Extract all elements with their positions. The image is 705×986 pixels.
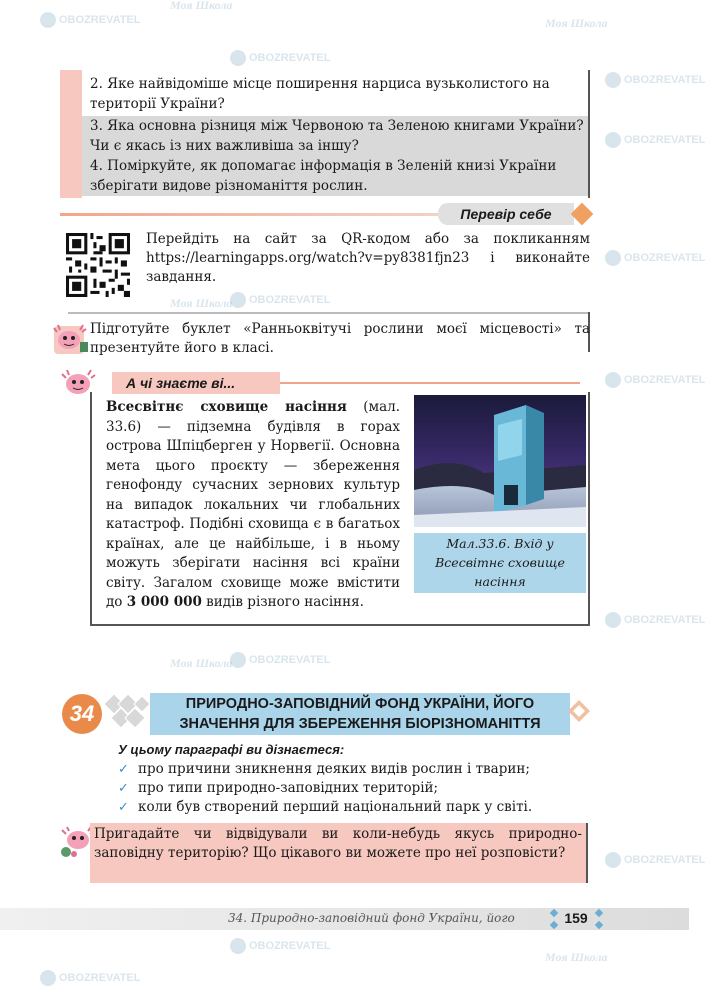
- section-number-badge: 34: [62, 694, 102, 734]
- section-title: ПРИРОДНО-ЗАПОВІДНИЙ ФОНД УКРАЇНИ, ЙОГО ЗНАЧЕННЯ ДЛЯ ЗБЕРЕЖЕННЯ БІОРІЗНОМАНІТТЯ: [150, 693, 570, 735]
- question-item: 4. Поміркуйте, як допомагає інформація в Зеленій книзі України зберігати видове різноманіття рослин.: [82, 156, 590, 196]
- divider: [68, 312, 588, 314]
- question-item: 3. Яка основна різниця між Червоною та Зеленою книгами України? Чи є якась із них важливіша за іншу?: [82, 116, 590, 156]
- did-you-know-header: А чі знаєте ві...: [112, 372, 280, 394]
- watermark: Моя Школа: [545, 16, 608, 30]
- watermark: OBOZREVATEL: [605, 250, 705, 266]
- watermark: OBOZREVATEL: [605, 132, 705, 148]
- list-item-text: про причини зникнення деяких видів рослин і тварин;: [138, 761, 530, 777]
- divider: [280, 382, 580, 384]
- axolotl-mascot-icon: [52, 322, 90, 356]
- list-item: [118, 779, 588, 798]
- diamond-ornament-icon: [571, 203, 594, 226]
- watermark: OBOZREVATEL: [605, 72, 705, 88]
- watermark: Моя Школа: [545, 950, 608, 964]
- body: (мал. 33.6) — підземна будівля в горах острова Шпіцберген у Норвегії. Основна мета цього проєкту — збереження генофонду сучасних зернових культур на випадок локальних чи глобальних катастроф. Подібні сховища є в багатьох країнах, але це найбільше, і в ньому можуть зберігати насіння всі країни світу. Загалом сховище може вмістити до: [106, 399, 400, 610]
- questions-border: [588, 70, 590, 198]
- booklet-task-text: Підготуйте буклет «Ранньоквітучі рослини моєї місцевості» та презентуйте його в класі.: [90, 321, 590, 356]
- running-title: 34. Природно-заповідний фонд України, його: [228, 911, 515, 925]
- check-yourself-label: Перевір себе: [438, 203, 574, 225]
- check-tick-icon: ✓: [118, 800, 129, 815]
- divider: [60, 213, 460, 216]
- quantity: 3 000 000: [126, 594, 202, 610]
- term: Всесвітнє сховище насіння: [106, 399, 347, 415]
- diamond-ornament-icon: [568, 700, 590, 722]
- qr-task-text: Перейдіть на сайт за QR-кодом або за покликанням https://learningapps.org/watch?v=py8381fjn23 і виконайте завдання.: [146, 231, 590, 285]
- watermark: OBOZREVATEL: [230, 292, 330, 308]
- list-item: [118, 798, 588, 817]
- questions-accent-bar: [60, 70, 82, 198]
- page-number: 159: [564, 910, 588, 926]
- list-item-text: про типи природно-заповідних територій;: [138, 780, 439, 796]
- seed-vault-photo: [414, 395, 586, 527]
- watermark: Моя Школа: [170, 0, 233, 12]
- watermark: OBOZREVATEL: [230, 652, 330, 668]
- body-end: видів різного насіння.: [201, 594, 364, 610]
- check-tick-icon: ✓: [118, 781, 129, 796]
- question-item: 2. Яке найвідоміше місце поширення нарциса вузьколистого на території України?: [90, 76, 550, 112]
- watermark: Моя Школа: [170, 656, 233, 670]
- list-item: [118, 760, 588, 779]
- watermark: OBOZREVATEL: [40, 12, 140, 28]
- did-you-know-text: [106, 398, 400, 613]
- watermark: OBOZREVATEL: [605, 612, 705, 628]
- watermark: OBOZREVATEL: [605, 852, 705, 868]
- watermark: OBOZREVATEL: [605, 372, 705, 388]
- check-yourself-bar: [60, 203, 590, 225]
- list-item-text: коли був створений перший національний парк у світі.: [138, 799, 533, 815]
- watermark: OBOZREVATEL: [230, 50, 330, 66]
- learn-list: [118, 760, 588, 817]
- watermark: Моя Школа: [170, 296, 233, 310]
- qr-code-icon[interactable]: [66, 233, 130, 297]
- figure-caption: Мал.33.6. Вхід у Всесвітнє сховище насіння: [414, 533, 586, 593]
- recall-text: Пригадайте чи відвідували ви коли-небудь якусь природно-заповідну територію? Що цікавого ви можете про неї розповісти?: [94, 826, 582, 861]
- check-tick-icon: ✓: [118, 762, 129, 777]
- watermark: OBOZREVATEL: [230, 938, 330, 954]
- watermark: OBOZREVATEL: [40, 970, 140, 986]
- learn-header: У цьому параграфі ви дізнаєтеся:: [118, 742, 345, 757]
- review-questions: [60, 70, 590, 198]
